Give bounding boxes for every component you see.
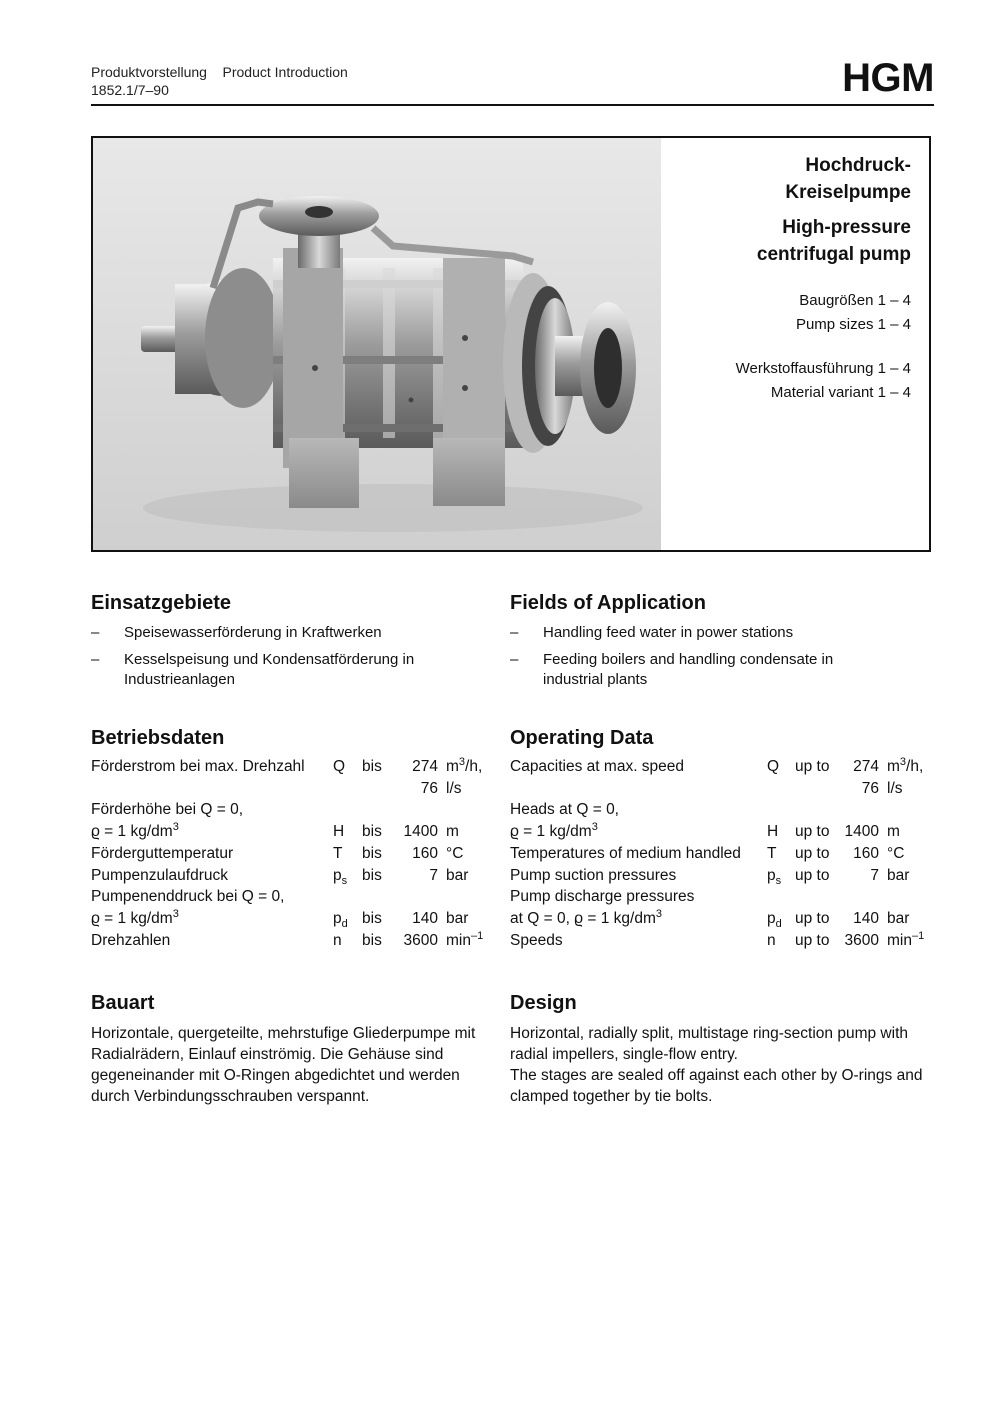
design-text-en-2: The stages are sealed off against each other by O-rings and clamped together by tie bolts. <box>510 1067 923 1105</box>
table-row: Speeds n up to 3600 $\min^{-1}$ <box>510 929 925 949</box>
application-en <box>510 590 910 697</box>
operating-table-en <box>510 756 935 951</box>
table-row: 76 l/s <box>861 779 903 797</box>
list-item: – Speisewasserförderung in Kraftwerken <box>91 624 382 641</box>
table-row: Förderhöhe bei Q = 0, <box>91 801 244 819</box>
table-row: Förderguttemperatur T bis 160 °C <box>91 844 464 862</box>
title-en-line2: centrifugal pump <box>756 244 911 265</box>
design-de <box>91 990 486 1107</box>
document-type: Produktvorstellung Product Introduction <box>91 64 348 80</box>
table-row: ϱ = 1 $kg/dm^3$ H up to 1400 m <box>510 820 900 841</box>
table-row: Temperatures of medium handled T up to 160 °C <box>510 844 905 862</box>
operating-heading-en: Operating Data <box>510 727 654 749</box>
title-de-line2: Kreiselpumpe <box>785 182 911 203</box>
table-row: 76 l/s <box>420 779 462 797</box>
design-text-en-1: Horizontal, radially split, multistage ring-section pump with radial impellers, single-flow entry. <box>510 1025 908 1063</box>
table-row: Pump discharge pressures <box>510 888 695 906</box>
pump-illustration <box>93 138 661 550</box>
table-row: Capacities at max. speed Q up to 274 $m^3/h$, <box>510 755 924 775</box>
list-item: – Feeding boilers and handling condensate in industrial plants <box>510 651 834 688</box>
application-de <box>91 590 491 697</box>
document-number: 1852.1/7–90 <box>91 82 169 98</box>
material-en: Material variant 1 – 4 <box>770 384 911 401</box>
table-row: Heads at Q = 0, <box>510 801 619 819</box>
list-item: – Kesselspeisung und Kondensatförderung in Industrieanlagen <box>91 651 415 688</box>
table-row: ϱ = 1 $kg/dm^3$ H bis 1400 m <box>91 820 459 841</box>
table-row: Pumpenzulaufdruck $p_s$ bis 7 bar <box>91 866 469 887</box>
list-item: – Handling feed water in power stations <box>510 624 794 641</box>
operating-table-de <box>91 756 496 951</box>
table-row: at Q = 0, ϱ = 1 $kg/dm^3$ $p_d$ up to 140 bar <box>510 907 910 931</box>
table-row: Förderstrom bei max. Drehzahl Q bis 274 $m^3/h$, <box>91 755 483 775</box>
title-en-line1: High-pressure <box>782 217 911 238</box>
design-heading-de: Bauart <box>91 992 155 1014</box>
application-heading-de: Einsatzgebiete <box>91 592 232 614</box>
application-heading-en: Fields of Application <box>510 592 706 614</box>
header-rule <box>91 104 934 106</box>
design-text-de: Horizontale, quergeteilte, mehrstufige Gliederpumpe mit Radialrädern, Einlauf einströmig. Die Gehäuse sind gegeneinander mit O-Ringen abgedichtet und werden durch Verbindungsschrauben verspannt. <box>91 1025 476 1105</box>
material-de: Werkstoffausführung 1 – 4 <box>735 360 911 377</box>
operating-data-en <box>510 725 935 951</box>
table-row: Pump suction pressures $p_s$ up to 7 bar <box>510 866 910 887</box>
table-row: ϱ = 1 $kg/dm^3$ $p_d$ bis 140 bar <box>91 907 469 931</box>
sizes-de: Baugrößen 1 – 4 <box>799 292 911 309</box>
operating-heading-de: Betriebsdaten <box>91 727 225 749</box>
table-row: Pumpenenddruck bei Q = 0, <box>91 888 285 906</box>
pump-photo <box>93 138 661 550</box>
operating-data-de <box>91 725 496 951</box>
sizes-en: Pump sizes 1 – 4 <box>795 316 911 333</box>
title-de-line1: Hochdruck- <box>805 155 911 176</box>
design-heading-en: Design <box>510 992 577 1014</box>
design-en <box>510 990 930 1107</box>
product-frame <box>91 136 931 552</box>
table-row: Drehzahlen n bis 3600 $\min^{-1}$ <box>91 929 484 949</box>
product-summary <box>671 152 911 405</box>
brand-logo: HGM <box>842 56 934 100</box>
